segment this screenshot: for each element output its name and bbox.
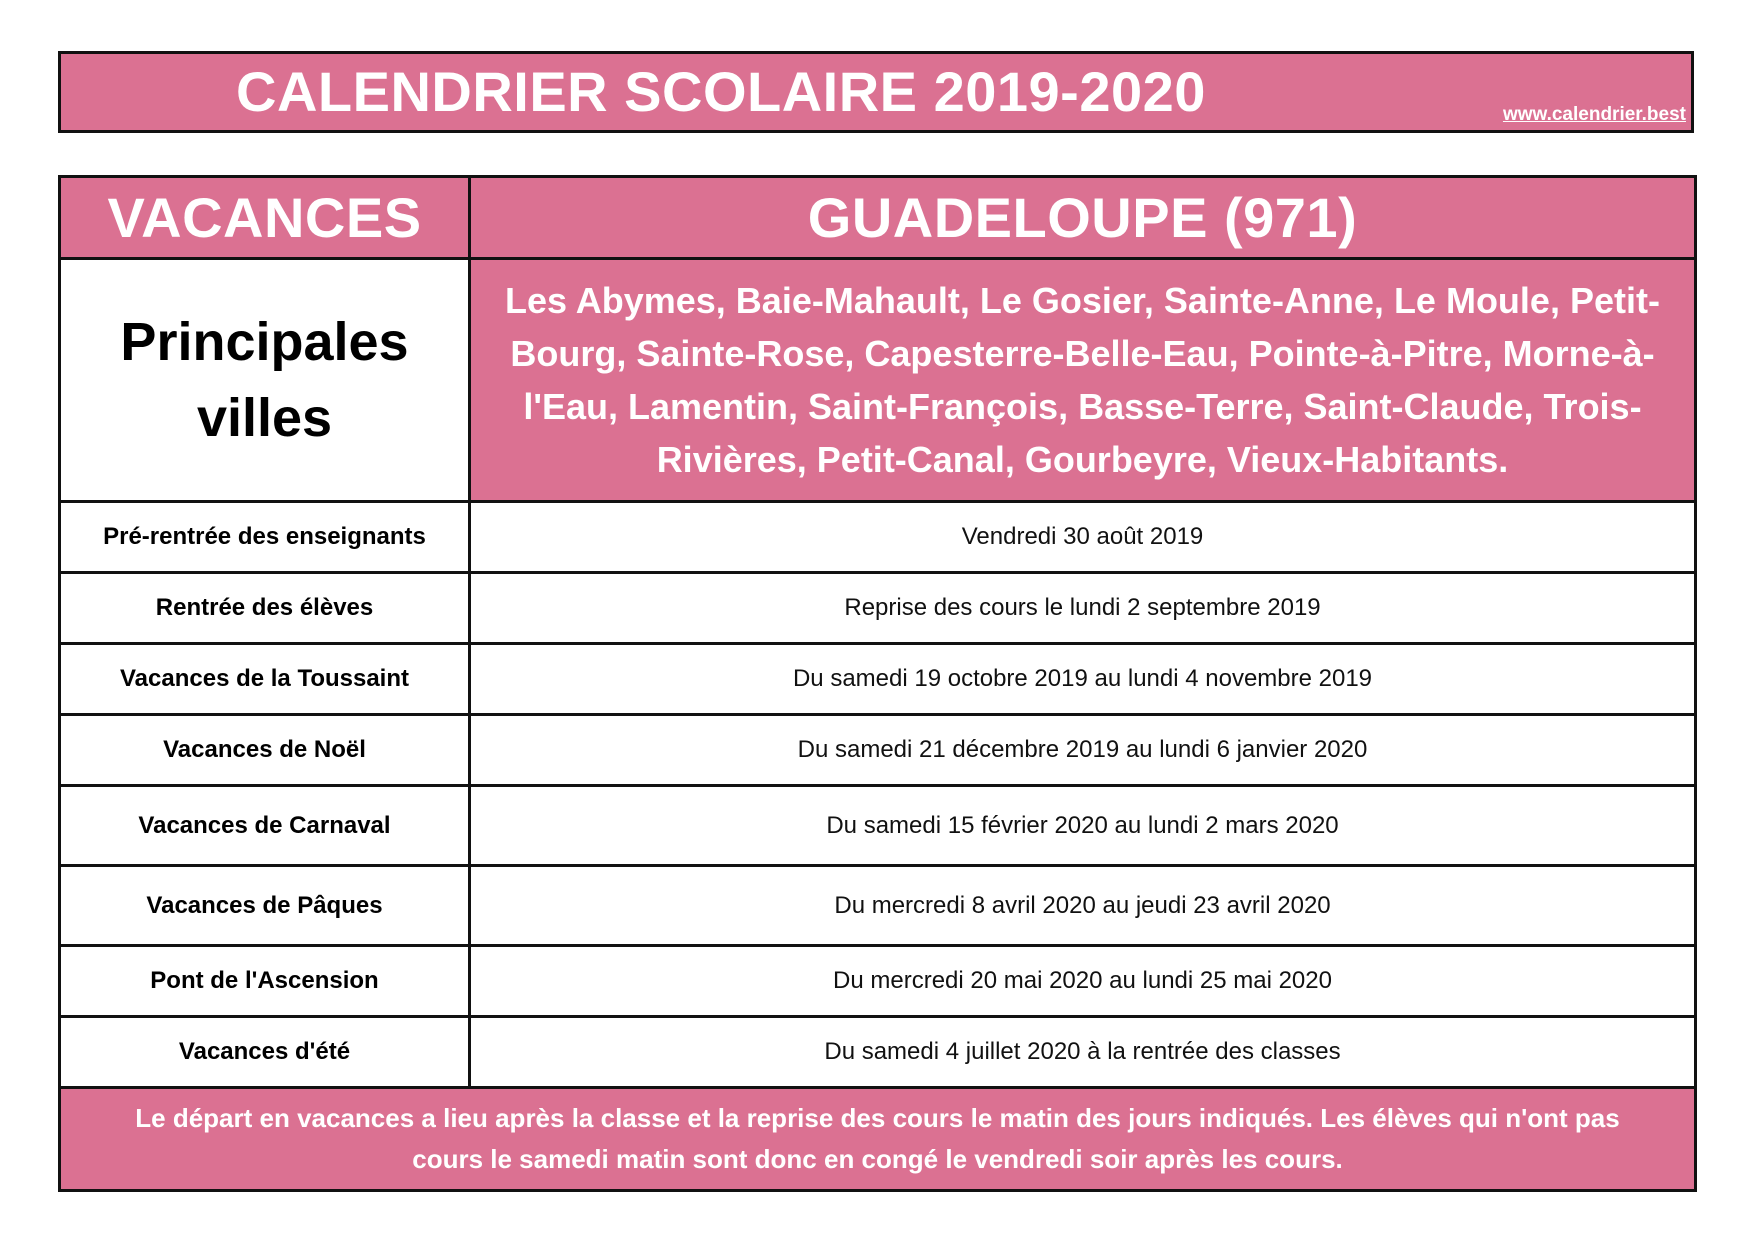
cities-label: Principales villes xyxy=(60,259,470,502)
row-label: Vacances de la Toussaint xyxy=(60,644,470,715)
row-value: Du samedi 21 décembre 2019 au lundi 6 janvier 2020 xyxy=(470,715,1696,786)
row-label: Vacances de Pâques xyxy=(60,866,470,946)
vacances-column-header: VACANCES xyxy=(60,177,470,259)
row-label: Vacances de Carnaval xyxy=(60,786,470,866)
row-label: Pré-rentrée des enseignants xyxy=(60,502,470,573)
school-calendar-table xyxy=(58,175,1697,1192)
row-value: Du mercredi 20 mai 2020 au lundi 25 mai 2020 xyxy=(470,946,1696,1017)
row-label: Vacances de Noël xyxy=(60,715,470,786)
table-row xyxy=(60,715,1696,786)
row-value: Du samedi 15 février 2020 au lundi 2 mars 2020 xyxy=(470,786,1696,866)
row-value: Du samedi 19 octobre 2019 au lundi 4 novembre 2019 xyxy=(470,644,1696,715)
table-row xyxy=(60,502,1696,573)
footnote-row xyxy=(60,1088,1696,1191)
cities-list: Les Abymes, Baie-Mahault, Le Gosier, Sainte-Anne, Le Moule, Petit-Bourg, Sainte-Rose, Capesterre-Belle-Eau, Pointe-à-Pitre, Morne-à-l'Eau, Lamentin, Saint-François, Basse-Terre, Saint-Claude, Trois-Rivières, Petit-Canal, Gourbeyre, Vieux-Habitants. xyxy=(470,259,1696,502)
row-label: Pont de l'Ascension xyxy=(60,946,470,1017)
row-value: Vendredi 30 août 2019 xyxy=(470,502,1696,573)
table-row xyxy=(60,786,1696,866)
table-row xyxy=(60,1017,1696,1088)
website-link[interactable]: www.calendrier.best xyxy=(1502,104,1686,125)
row-value: Du samedi 4 juillet 2020 à la rentrée des classes xyxy=(470,1017,1696,1088)
page-title: CALENDRIER SCOLAIRE 2019-2020 xyxy=(236,60,1206,123)
footnote: Le départ en vacances a lieu après la classe et la reprise des cours le matin des jours indiqués. Les élèves qui n'ont pas cours le samedi matin sont donc en congé le vendredi soir après les cours. xyxy=(60,1088,1696,1191)
row-value: Reprise des cours le lundi 2 septembre 2019 xyxy=(470,573,1696,644)
region-header: GUADELOUPE (971) xyxy=(470,177,1696,259)
table-row xyxy=(60,644,1696,715)
row-label: Vacances d'été xyxy=(60,1017,470,1088)
table-header-row xyxy=(60,177,1696,259)
table-row xyxy=(60,866,1696,946)
row-label: Rentrée des élèves xyxy=(60,573,470,644)
table-row xyxy=(60,946,1696,1017)
table-row xyxy=(60,573,1696,644)
cities-row xyxy=(60,259,1696,502)
row-value: Du mercredi 8 avril 2020 au jeudi 23 avril 2020 xyxy=(470,866,1696,946)
title-banner xyxy=(58,51,1694,133)
